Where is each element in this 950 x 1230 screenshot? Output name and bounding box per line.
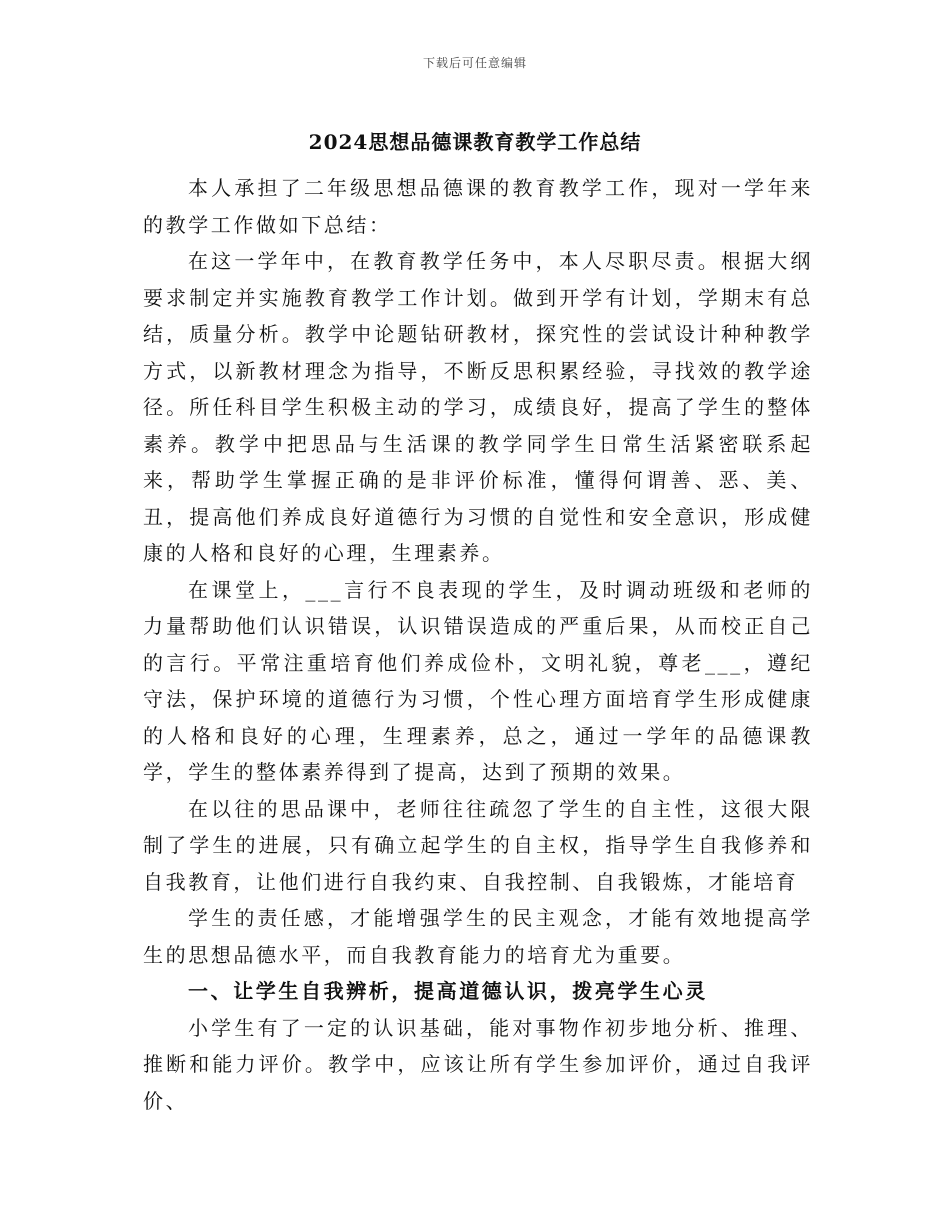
document-title: 2024思想品德课教育教学工作总结 bbox=[308, 130, 642, 154]
page-header-note: 下载后可任意编辑 bbox=[422, 56, 527, 70]
document-body bbox=[143, 170, 813, 1119]
paragraph-intro: 本人承担了二年级思想品德课的教育教学工作，现对一学年来的教学工作做如下总结： bbox=[143, 176, 813, 237]
paragraph-classroom: 在课堂上，___言行不良表现的学生，及时调动班级和老师的力量帮助他们认识错误，认识错误造成的严重后果，从而校正自己的言行。平常注重培育他们养成俭朴，文明礼貌，尊老___，遵纪守法，保护环境的道德行为习惯，个性心理方面培育学生形成健康的人格和良好的心理，生理素养，总之，通过一学年的品德课教学，学生的整体素养得到了提高，达到了预期的效果。 bbox=[143, 577, 813, 784]
paragraph-section-one: 小学生有了一定的认识基础，能对事物作初步地分析、推理、推断和能力评价。教学中，应该让所有学生参加评价，通过自我评价、 bbox=[143, 1015, 813, 1113]
paragraph-self-education: 学生的责任感，才能增强学生的民主观念，才能有效地提高学生的思想品德水平，而自我教育能力的培育尤为重要。 bbox=[143, 906, 813, 967]
paragraph-duties: 在这一学年中，在教育教学任务中，本人尽职尽责。根据大纲要求制定并实施教育教学工作计划。做到开学有计划，学期末有总结，质量分析。教学中论题钻研教材，探究性的尝试设计种种教学方式，以新教材理念为指导，不断反思积累经验，寻找效的教学途径。所任科目学生积极主动的学习，成绩良好，提高了学生的整体素养。教学中把思品与生活课的教学同学生日常生活紧密联系起来，帮助学生掌握正确的是非评价标准，懂得何谓善、恶、美、丑，提高他们养成良好道德行为习惯的自觉性和安全意识，形成健康的人格和良好的心理，生理素养。 bbox=[143, 249, 813, 565]
paragraph-autonomy: 在以往的思品课中，老师往往疏忽了学生的自主性，这很大限制了学生的进展，只有确立起学生的自主权，指导学生自我修养和自我教育，让他们进行自我约束、自我控制、自我锻炼，才能培育 bbox=[143, 796, 813, 894]
section-heading: 一、让学生自我辨析，提高道德认识，拨亮学生心灵 bbox=[188, 979, 708, 1003]
